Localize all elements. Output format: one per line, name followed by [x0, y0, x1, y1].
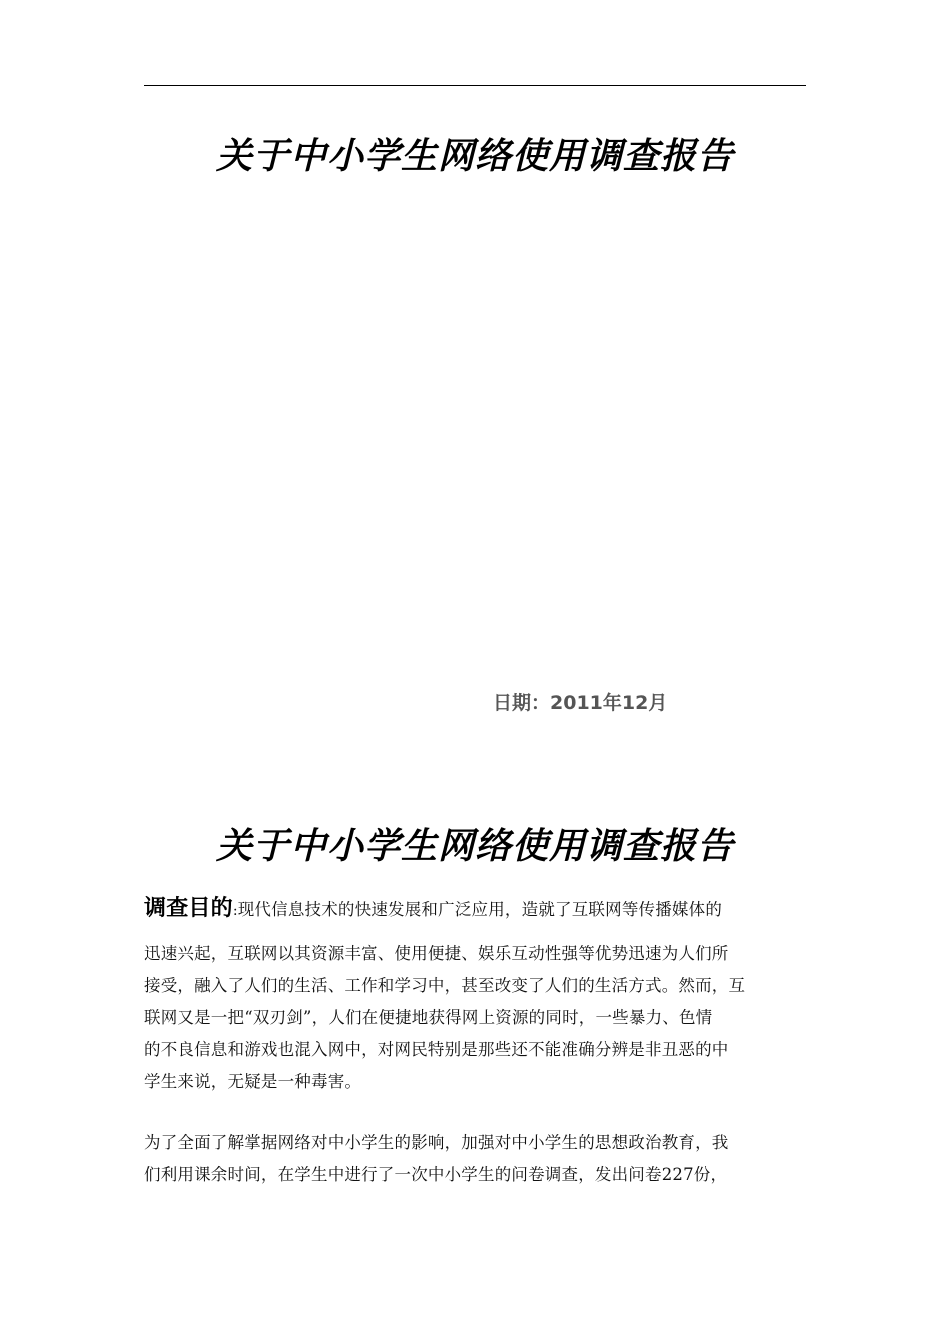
paragraph-line-text: 现代信息技术的快速发展和广泛应用，造就了互联网等传播媒体的	[237, 900, 723, 919]
paragraph-line: 联网又是一把“双刃剑”，人们在便捷地获得网上资源的同时，一些暴力、色情	[144, 1008, 713, 1027]
cover-title: 关于中小学生网络使用调查报告	[215, 136, 734, 177]
paragraph-line: 迅速兴起，互联网以其资源丰富、使用便捷、娱乐互动性强等优势迅速为人们所	[144, 944, 729, 963]
purpose-label: 调查目的	[144, 896, 233, 921]
report-title: 关于中小学生网络使用调查报告	[215, 826, 734, 867]
paragraph-line: 为了全面了解掌据网络对中小学生的影响，加强对中小学生的思想政治教育，我	[144, 1133, 729, 1152]
purpose-paragraph	[144, 890, 806, 1098]
cover-date: 日期：2011年12月	[493, 692, 668, 714]
paragraph-line: 接受，融入了人们的生活、工作和学习中，甚至改变了人们的生活方式。然而，互	[144, 976, 746, 995]
top-rule	[144, 85, 806, 86]
paragraph-line	[144, 890, 806, 930]
paragraph-line: 学生来说，无疑是一种毒害。	[144, 1072, 362, 1091]
method-paragraph	[144, 1127, 806, 1191]
paragraph-line: 的不良信息和游戏也混入网中，对网民特别是那些还不能准确分辨是非丑恶的中	[144, 1040, 729, 1059]
purpose-colon: :	[232, 903, 238, 919]
paragraph-line: 们利用课余时间，在学生中进行了一次中小学生的问卷调查，发出问卷227份，	[144, 1165, 728, 1184]
